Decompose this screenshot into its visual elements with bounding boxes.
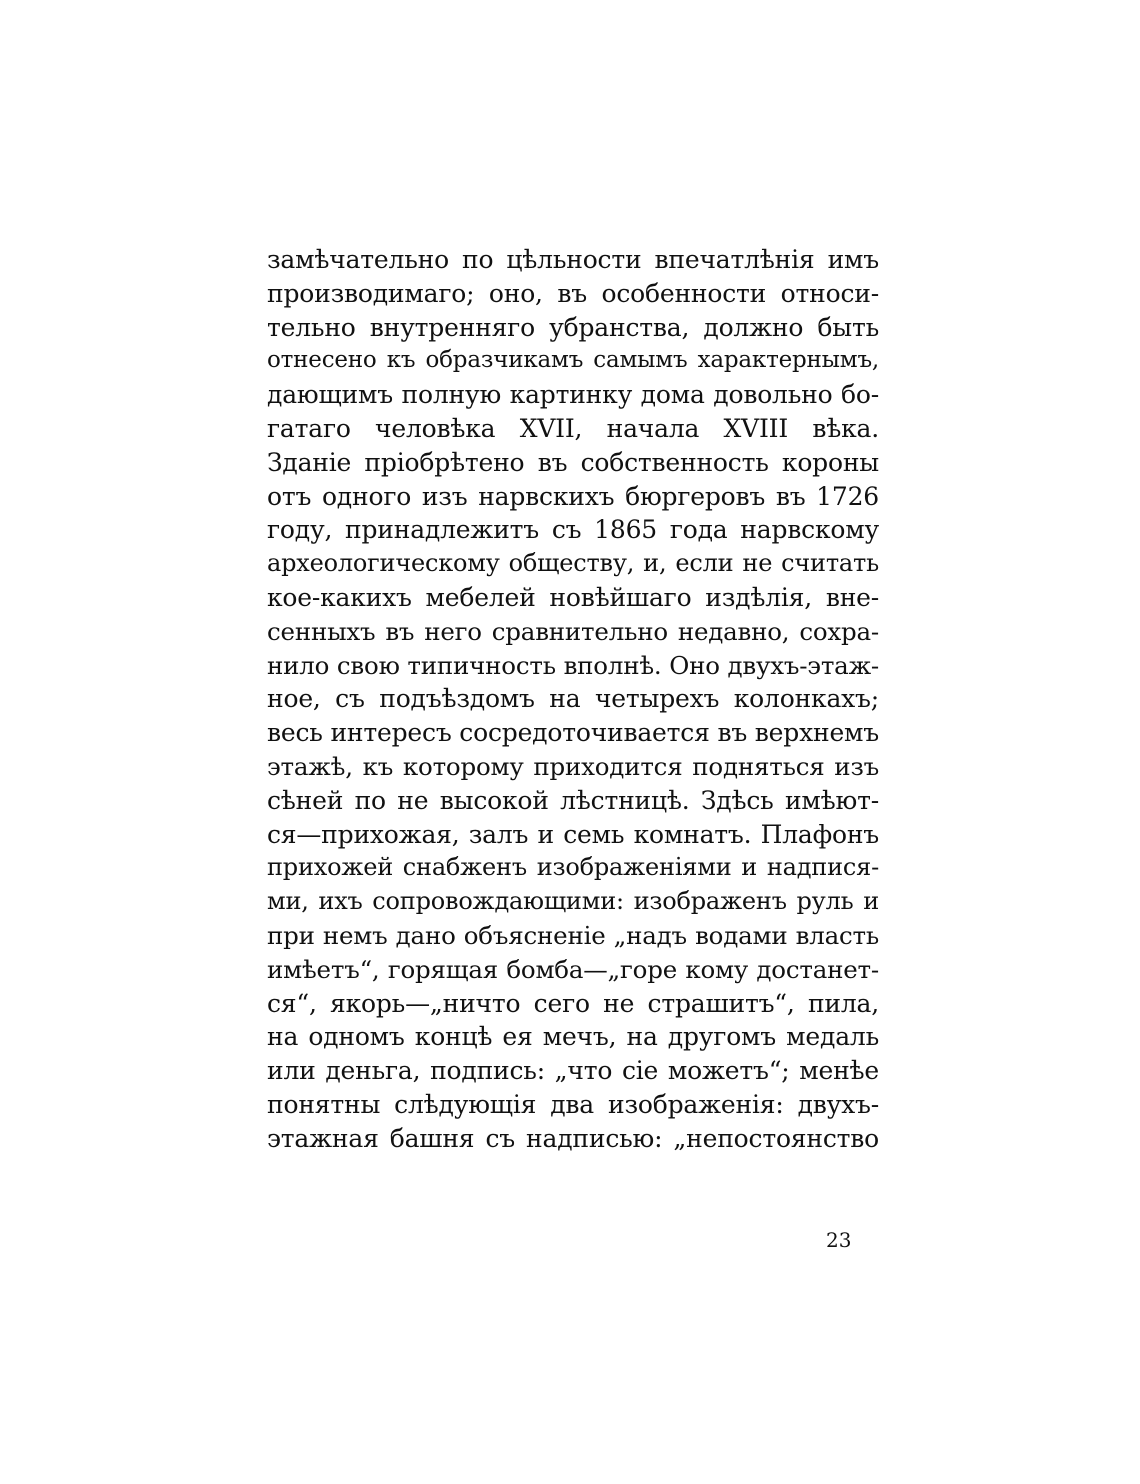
text-line: дающимъ полную картинку дома довольно бо- [267,380,879,410]
text-line: Зданіе пріобрѣтено въ собственность короны [267,447,879,477]
text-line: году, принадлежитъ съ 1865 года нарвскому [267,515,879,545]
text-line: понятны слѣдующія два изображенія: двухъ- [267,1089,879,1119]
text-line: прихожей снабженъ изображеніями и надпися- [267,853,879,882]
text-line: сѣней по не высокой лѣстницѣ. Здѣсь имѣют- [267,785,879,815]
text-line: на одномъ концѣ ея мечъ, на другомъ медаль [267,1022,879,1052]
text-line: ся“, якорь—„ничто сего не страшитъ“, пила, [267,988,879,1018]
text-line: археологическому обществу, и, если не считать [267,549,879,578]
text-line: весь интересъ сосредоточивается въ верхнемъ [267,718,879,748]
text-line: ми, ихъ сопровождающими: изображенъ руль и [267,887,879,916]
text-line: отъ одного изъ нарвскихъ бюргеровъ въ 1726 [267,481,879,511]
text-line: ся—прихожая, залъ и семь комнатъ. Плафонъ [267,819,879,849]
text-line: сенныхъ въ него сравнительно недавно, сохра- [267,616,879,646]
text-line: этажѣ, къ которому приходится подняться изъ [267,751,879,781]
text-line: кое-какихъ мебелей новѣйшаго издѣлія, вне- [267,582,879,612]
text-line: или деньга, подпись: „что сіе можетъ“; менѣе [267,1056,879,1086]
text-line: ное, съ подъѣздомъ на четырехъ колонкахъ; [267,684,879,714]
text-line: гатаго человѣка XVII, начала XVIII вѣка. [267,413,879,443]
text-line: нило свою типичность вполнѣ. Оно двухъ-этаж- [267,650,879,680]
body-text [267,243,879,1156]
page-number: 23 [826,1228,852,1252]
text-line: замѣчательно по цѣльности впечатлѣнія имъ [267,245,879,274]
text-line: этажная башня съ надписью: „непостоянство [267,1123,879,1153]
text-line: имѣетъ“, горящая бомба—„горе кому достанет- [267,954,879,984]
text-line: отнесено къ образчикамъ самымъ характернымъ, [267,347,879,374]
text-line: при немъ дано объясненіе „надъ водами власть [267,920,879,950]
text-line: тельно внутренняго убранства, должно быть [267,312,879,342]
text-line: производимаго; оно, въ особенности относи- [267,278,879,308]
